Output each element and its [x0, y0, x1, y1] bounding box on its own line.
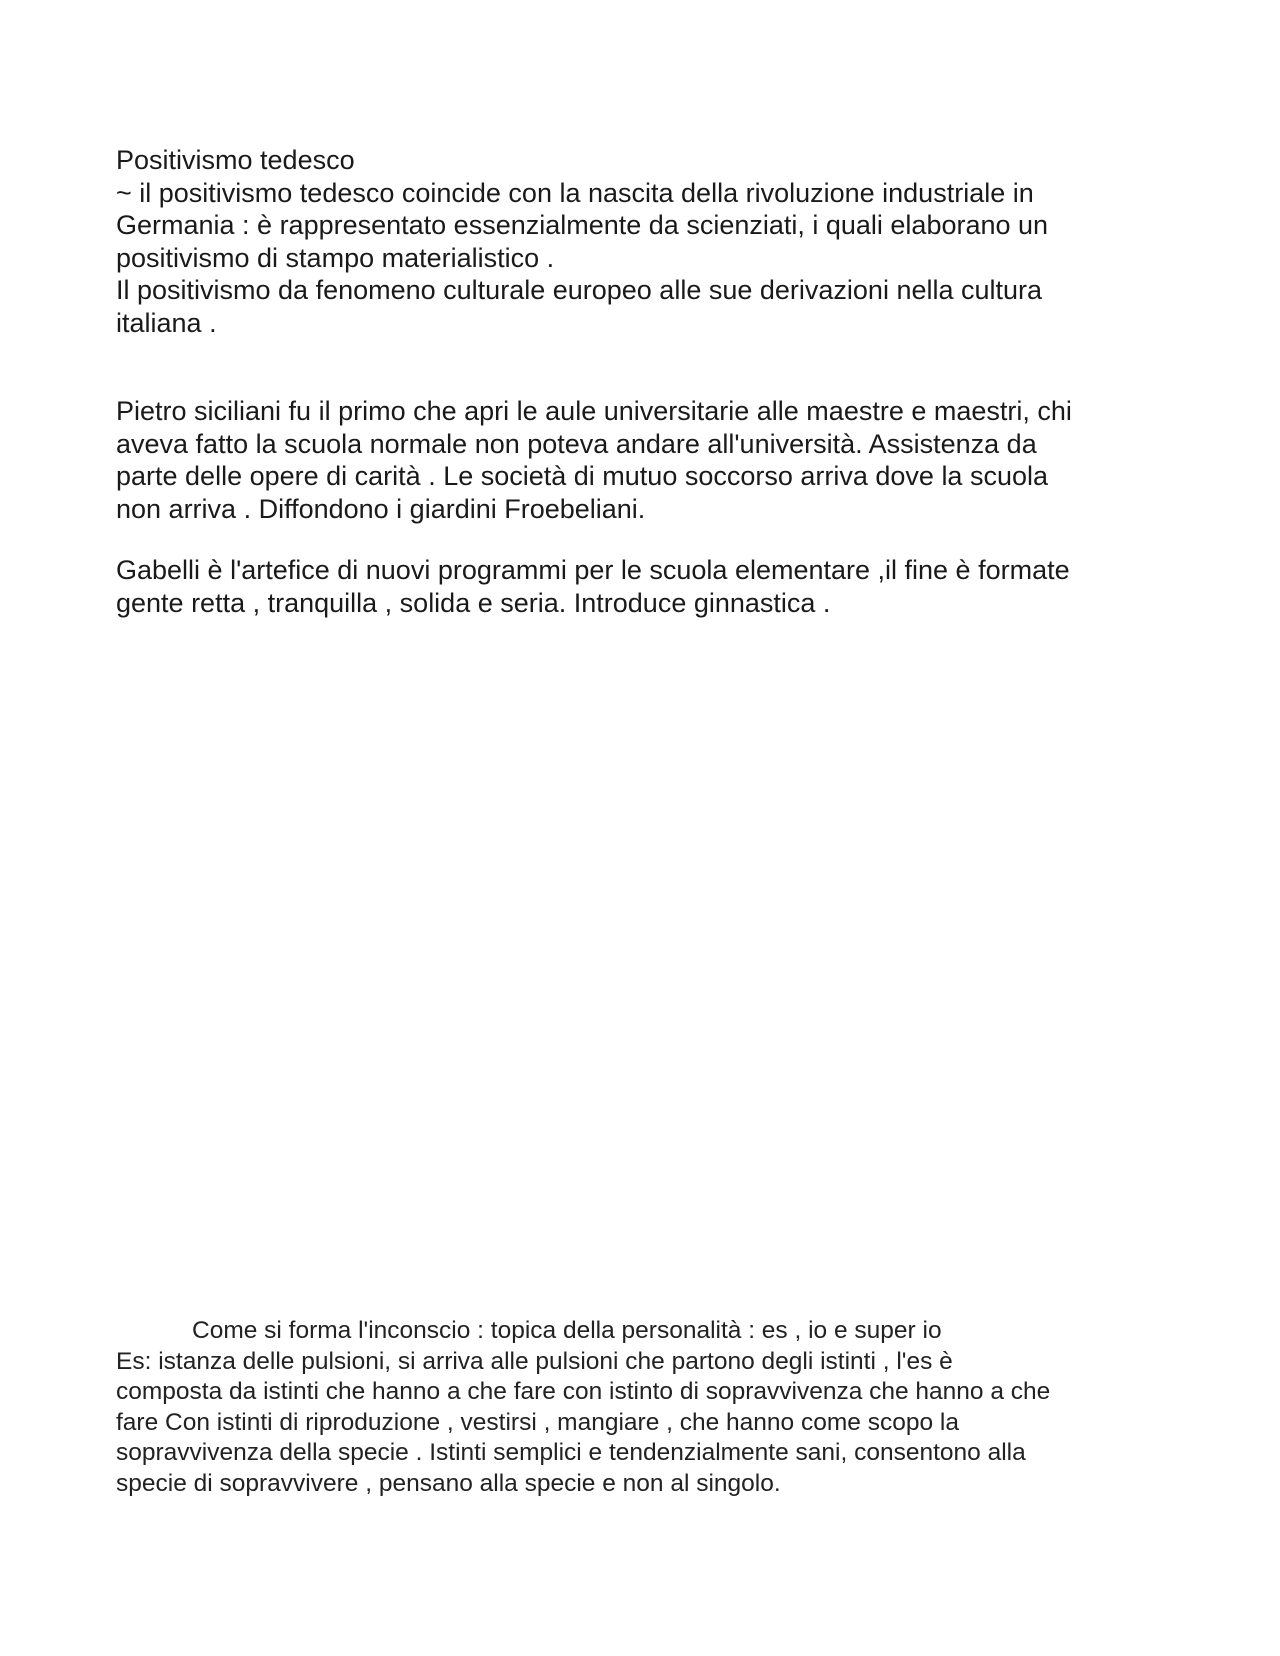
- section-positivismo-tedesco: [116, 144, 1176, 339]
- text-line: aveva fatto la scuola normale non poteva andare all'università. Assistenza da: [116, 428, 1037, 459]
- text-line: parte delle opere di carità . Le società di mutuo soccorso arriva dove la scuola: [116, 461, 1049, 491]
- section-inconscio: [116, 1316, 1176, 1499]
- text-line: Germania : è rappresentato essenzialmente da scienziati, i quali elaborano un: [116, 210, 1049, 240]
- text-line: specie di sopravvivere , pensano alla specie e non al singolo.: [116, 1469, 781, 1497]
- text-line: composta da istinti che hanno a che fare con istinto di sopravvivenza che hanno a che: [116, 1378, 1051, 1405]
- section-heading: Come si forma l'inconscio : topica della personalità : es , io e super io: [192, 1317, 942, 1344]
- text-line: non arriva . Diffondono i giardini Froebeliani.: [116, 493, 646, 524]
- text-line: gente retta , tranquilla , solida e seria. Introduce ginnastica .: [116, 587, 831, 618]
- section-gabelli: [116, 554, 1176, 619]
- text-line: fare Con istinti di riproduzione , vestirsi , mangiare , che hanno come scopo la: [116, 1408, 959, 1436]
- text-line: positivismo di stampo materialistico .: [116, 242, 555, 273]
- text-line: Es: istanza delle pulsioni, si arriva alle pulsioni che partono degli istinti , l'es è: [116, 1347, 953, 1375]
- section-siciliani: [116, 395, 1176, 525]
- text-line: sopravvivenza della specie . Istinti semplici e tendenzialmente sani, consentono alla: [116, 1439, 1026, 1466]
- text-line: ~ il positivismo tedesco coincide con la nascita della rivoluzione industriale in: [116, 177, 1034, 208]
- text-line: italiana .: [116, 307, 217, 338]
- text-line: Pietro siciliani fu il primo che apri le aule universitarie alle maestre e maestri, chi: [116, 396, 1072, 426]
- section-title: Positivismo tedesco: [116, 145, 355, 175]
- text-line: Il positivismo da fenomeno culturale europeo alle sue derivazioni nella cultura: [116, 275, 1043, 305]
- text-line: Gabelli è l'artefice di nuovi programmi per le scuola elementare ,il fine è formate: [116, 555, 1070, 585]
